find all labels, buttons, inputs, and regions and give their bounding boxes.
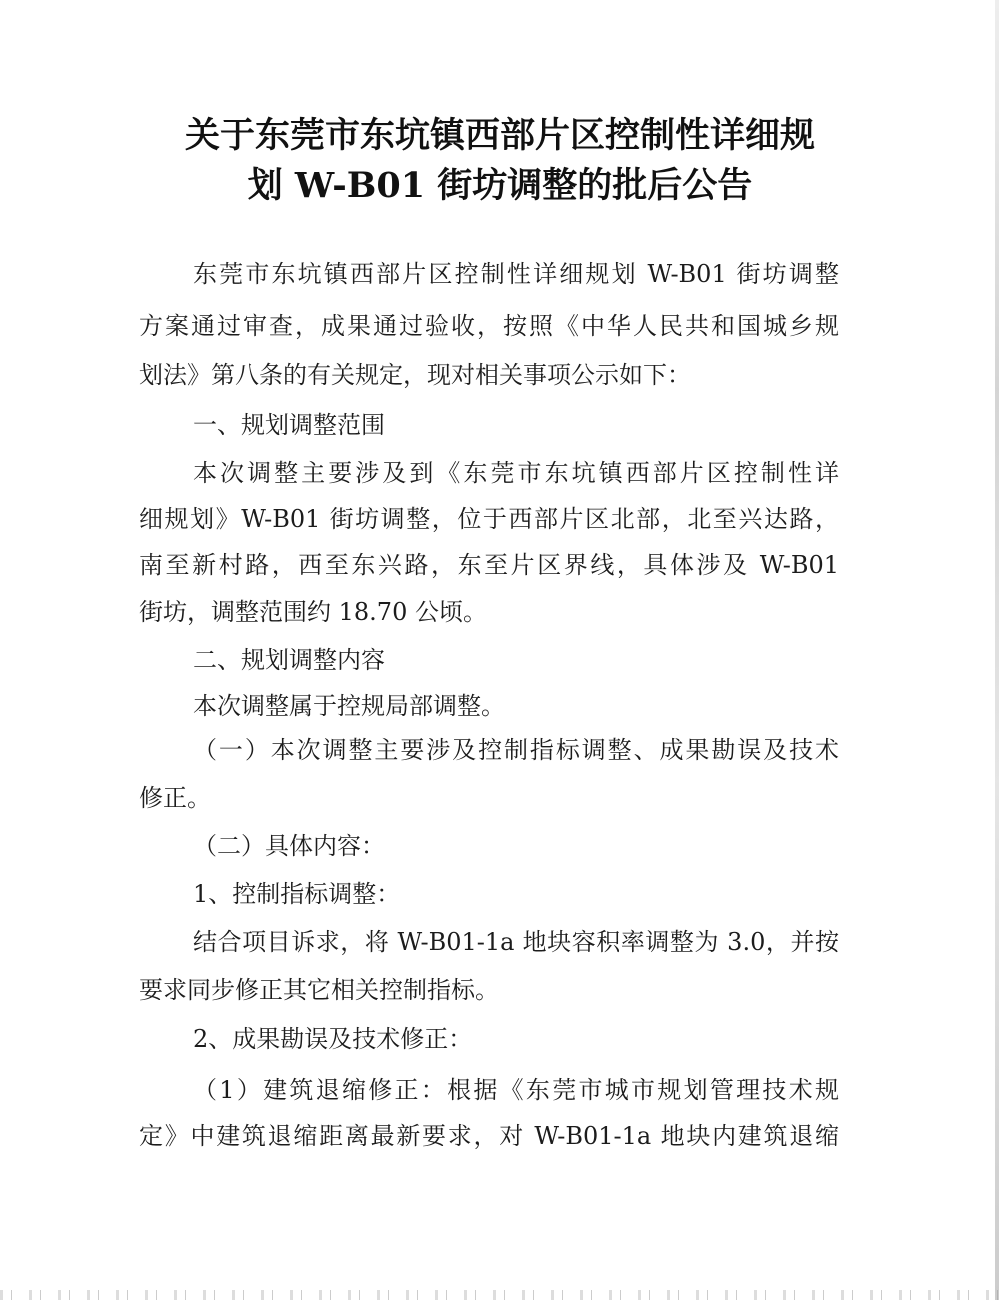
paragraph-line: （1）建筑退缩修正：根据《东莞市城市规划管理技术规: [193, 1076, 839, 1104]
scan-artifact-bottom: [0, 1290, 999, 1300]
scan-artifact-right: [995, 0, 999, 1300]
paragraph-line: 要求同步修正其它相关控制指标。: [139, 976, 499, 1004]
subsection-heading: 1、控制指标调整：: [193, 880, 401, 908]
paragraph-line: 划法》第八条的有关规定，现对相关事项公示如下：: [139, 361, 691, 389]
paragraph-line: 本次调整主要涉及到《东莞市东坑镇西部片区控制性详: [193, 459, 839, 487]
paragraph-line: 方案通过审查，成果通过验收，按照《中华人民共和国城乡规: [139, 312, 839, 340]
paragraph-line: 东莞市东坑镇西部片区控制性详细规划 W-B01 街坊调整: [193, 260, 839, 288]
section-heading: 一、规划调整范围: [193, 411, 385, 439]
paragraph-line: 南至新村路，西至东兴路，东至片区界线，具体涉及 W-B01: [139, 551, 839, 579]
paragraph-line: 细规划》W-B01 街坊调整，位于西部片区北部，北至兴达路，: [139, 505, 839, 533]
subsection-heading: 2、成果勘误及技术修正：: [193, 1025, 473, 1053]
section-heading: 二、规划调整内容: [193, 646, 385, 674]
paragraph-line: 本次调整属于控规局部调整。: [193, 692, 505, 720]
paragraph-line: 定》中建筑退缩距离最新要求，对 W-B01-1a 地块内建筑退缩: [139, 1122, 839, 1150]
document-title-line-2: 划 W-B01 街坊调整的批后公告: [247, 165, 753, 206]
paragraph-line: 修正。: [139, 784, 211, 812]
paragraph-line: 结合项目诉求，将 W-B01-1a 地块容积率调整为 3.0，并按: [193, 928, 839, 956]
paragraph-line: （一）本次调整主要涉及控制指标调整、成果勘误及技术: [193, 736, 839, 764]
paragraph-line: 街坊，调整范围约 18.70 公顷。: [139, 598, 487, 626]
document-title-line-1: 关于东莞市东坑镇西部片区控制性详细规: [184, 115, 815, 156]
subsection-heading: （二）具体内容：: [193, 832, 385, 860]
